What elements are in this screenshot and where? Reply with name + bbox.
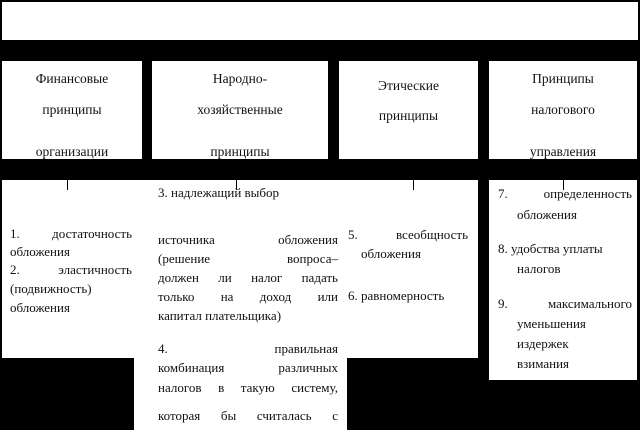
item-3a: 3. надлежащий выбор <box>158 185 280 200</box>
item-7b: обложения <box>517 207 577 222</box>
header-line: хозяйственные <box>197 102 283 117</box>
item-9d: взимания <box>517 356 570 371</box>
item-3d: должен ли налог падать <box>158 270 338 285</box>
item-8b: налогов <box>517 261 561 276</box>
item-3c: (решение вопроса– <box>158 251 338 266</box>
item-9b: уменьшения <box>517 316 586 331</box>
item-3e: только на доход или <box>158 289 338 304</box>
item-4c: налогов в такую систему, <box>158 380 338 395</box>
item-4b: комбинация различных <box>158 360 338 375</box>
connector-line <box>413 180 414 190</box>
header-line: принципы <box>42 102 102 117</box>
header-financial <box>2 61 142 159</box>
item-2b: (подвижность) <box>10 281 92 296</box>
header-line: Народно- <box>212 71 268 86</box>
item-5a: 5. всеобщность <box>348 227 468 242</box>
item-7a: 7. определенность <box>498 186 632 201</box>
header-line: принципы <box>210 144 270 159</box>
item-8a: 8. удобства уплаты <box>498 241 603 256</box>
item-4d: которая бы считалась с <box>158 408 338 423</box>
item-4a: 4. правильная <box>158 341 338 356</box>
header-economic <box>152 61 328 159</box>
item-5b: обложения <box>361 246 421 261</box>
item-3f: капитал плательщика) <box>158 308 282 323</box>
header-line: налогового <box>531 102 595 117</box>
item-3b: источника обложения <box>158 232 338 247</box>
item-1a: 1. достаточность <box>10 226 132 241</box>
header-line: Принципы <box>532 71 594 86</box>
header-line: Этические <box>378 78 439 93</box>
item-6: 6. равномерность <box>348 288 445 303</box>
header-management <box>489 61 637 159</box>
header-line: Финансовые <box>35 71 109 86</box>
header-line: принципы <box>378 108 439 123</box>
item-2c: обложения <box>10 300 70 315</box>
header-line: управления <box>529 144 597 159</box>
connector-line <box>67 180 68 190</box>
item-2a: 2. эластичность <box>10 262 132 277</box>
item-9c: издержек <box>517 336 569 351</box>
item-1b: обложения <box>10 244 70 259</box>
header-ethical <box>339 61 478 159</box>
item-9a: 9. максимального <box>498 296 632 311</box>
title-box <box>2 2 638 40</box>
header-line: организации <box>35 144 109 159</box>
